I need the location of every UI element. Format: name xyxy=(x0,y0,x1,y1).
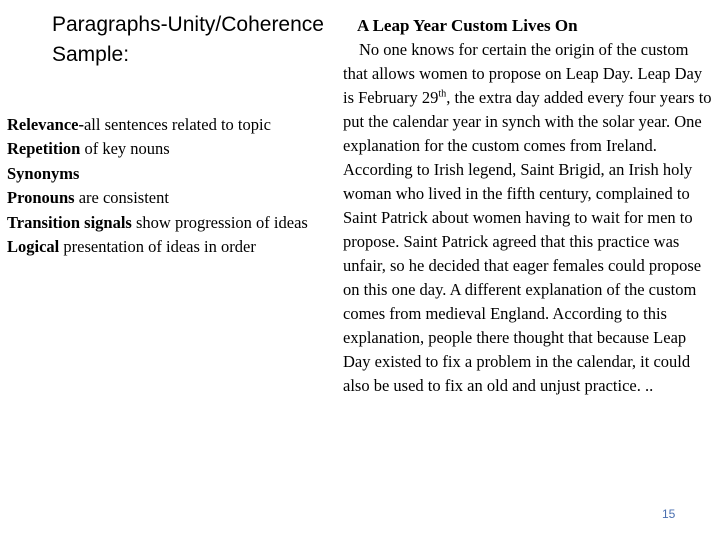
criteria-item-logical xyxy=(7,235,317,259)
criteria-item-pronouns xyxy=(7,186,317,210)
page-number: 15 xyxy=(662,507,676,521)
criteria-list xyxy=(7,113,317,259)
criteria-desc: all sentences related to topic xyxy=(83,115,271,134)
criteria-item-relevance xyxy=(7,113,317,137)
criteria-item-repetition xyxy=(7,137,317,161)
criteria-term: Synonyms xyxy=(7,163,80,183)
criteria-desc: are consistent xyxy=(74,188,169,208)
criteria-term: Logical xyxy=(7,237,60,257)
criteria-desc: show progression of ideas xyxy=(131,212,308,232)
slide-title-line1: Paragraphs-Unity/Coherence xyxy=(52,13,324,36)
criteria-item-transition-signals xyxy=(7,211,317,235)
criteria-term: Transition signals xyxy=(7,212,132,232)
criteria-term: Repetition xyxy=(7,139,81,159)
story-body-part1: No one knows for certain the origin of the custom that allows women to propose on Leap Day. Leap Day is February 29 xyxy=(343,40,703,107)
sample-paragraph xyxy=(343,14,715,398)
criteria-term: Relevance- xyxy=(7,115,84,134)
story-body-part2: , the extra day added every four years to put the calendar year in synch with the solar year. One explanation for the custom comes from Ireland. According to Irish legend, Saint Brigid, an Irish holy woman who lived in the fifth century, complained to Saint Patrick about women having to wait for men to propose. Saint Patrick agreed that this practice was unfair, so he decided that eager females could propose on this one day. A different explanation of the custom comes from medieval England. According to this explanation, people there thought that because Leap Day existed to fix a problem in the calendar, it could also be used to fix an old and unjust practice. .. xyxy=(343,88,712,395)
slide-title xyxy=(52,10,324,70)
story-body xyxy=(343,38,715,398)
criteria-desc: presentation of ideas in order xyxy=(59,237,256,257)
criteria-item-synonyms xyxy=(7,162,317,186)
criteria-desc: of key nouns xyxy=(80,139,170,159)
criteria-term: Pronouns xyxy=(7,188,75,208)
story-body-superscript: th xyxy=(438,88,447,100)
story-title: A Leap Year Custom Lives On xyxy=(357,16,578,35)
slide-title-line2: Sample: xyxy=(52,43,130,66)
